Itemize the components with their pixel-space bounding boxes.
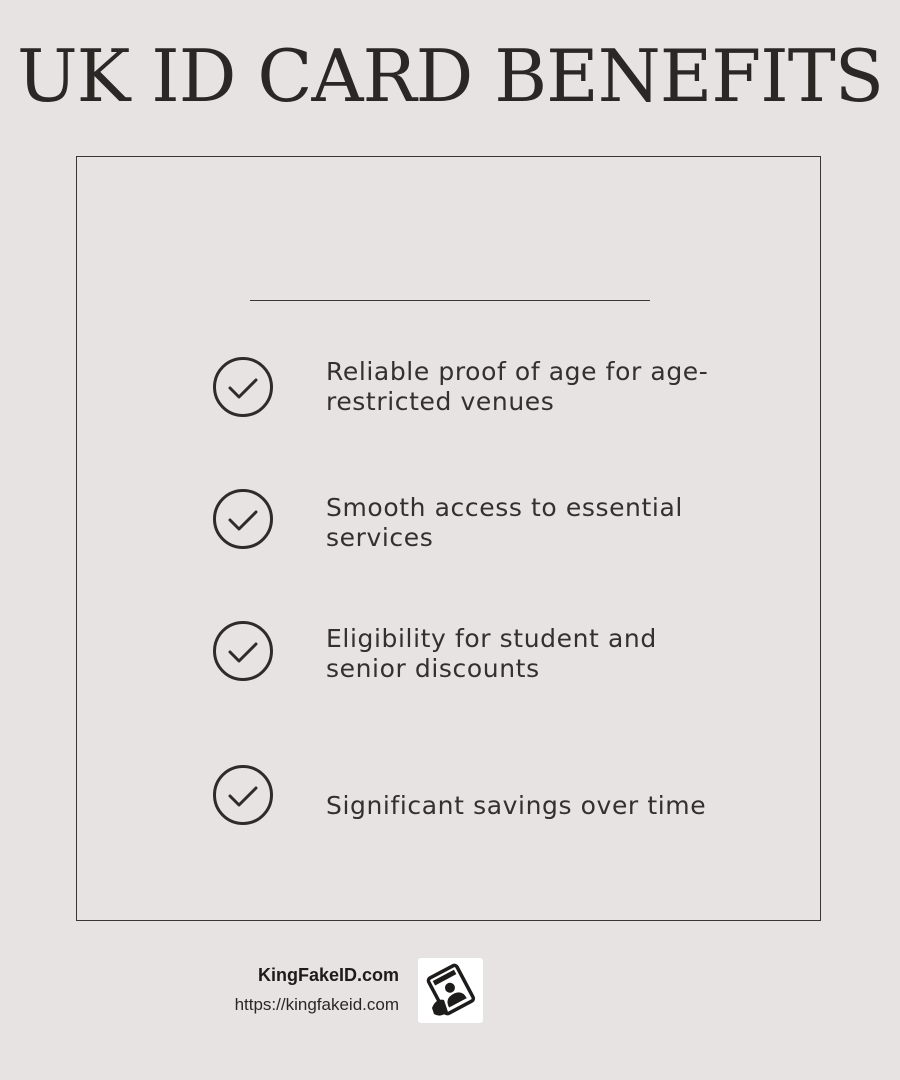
benefit-text-line: senior discounts	[326, 654, 540, 683]
brand-url[interactable]: https://kingfakeid.com	[234, 995, 399, 1014]
benefit-item-1	[326, 357, 746, 417]
page-title: UK ID CARD BENEFITS	[16, 34, 884, 118]
benefit-text-line: Eligibility for student and	[326, 624, 657, 653]
check-circle-icon	[212, 488, 274, 550]
divider-line	[250, 300, 650, 301]
benefit-item-3	[326, 624, 746, 684]
benefit-item-4	[326, 791, 746, 821]
benefit-text-line: Smooth access to essential	[326, 493, 683, 522]
check-circle-icon	[212, 356, 274, 418]
check-circle-icon	[212, 620, 274, 682]
benefit-text-line: services	[326, 523, 434, 552]
benefit-item-2	[326, 493, 746, 553]
check-circle-icon	[212, 764, 274, 826]
benefit-text-line: restricted venues	[326, 387, 555, 416]
benefit-text-line: Reliable proof of age for age-	[326, 357, 709, 386]
benefit-text-line: Significant savings over time	[326, 791, 707, 820]
id-card-logo-icon	[418, 958, 483, 1023]
brand-name: KingFakeID.com	[257, 965, 399, 985]
